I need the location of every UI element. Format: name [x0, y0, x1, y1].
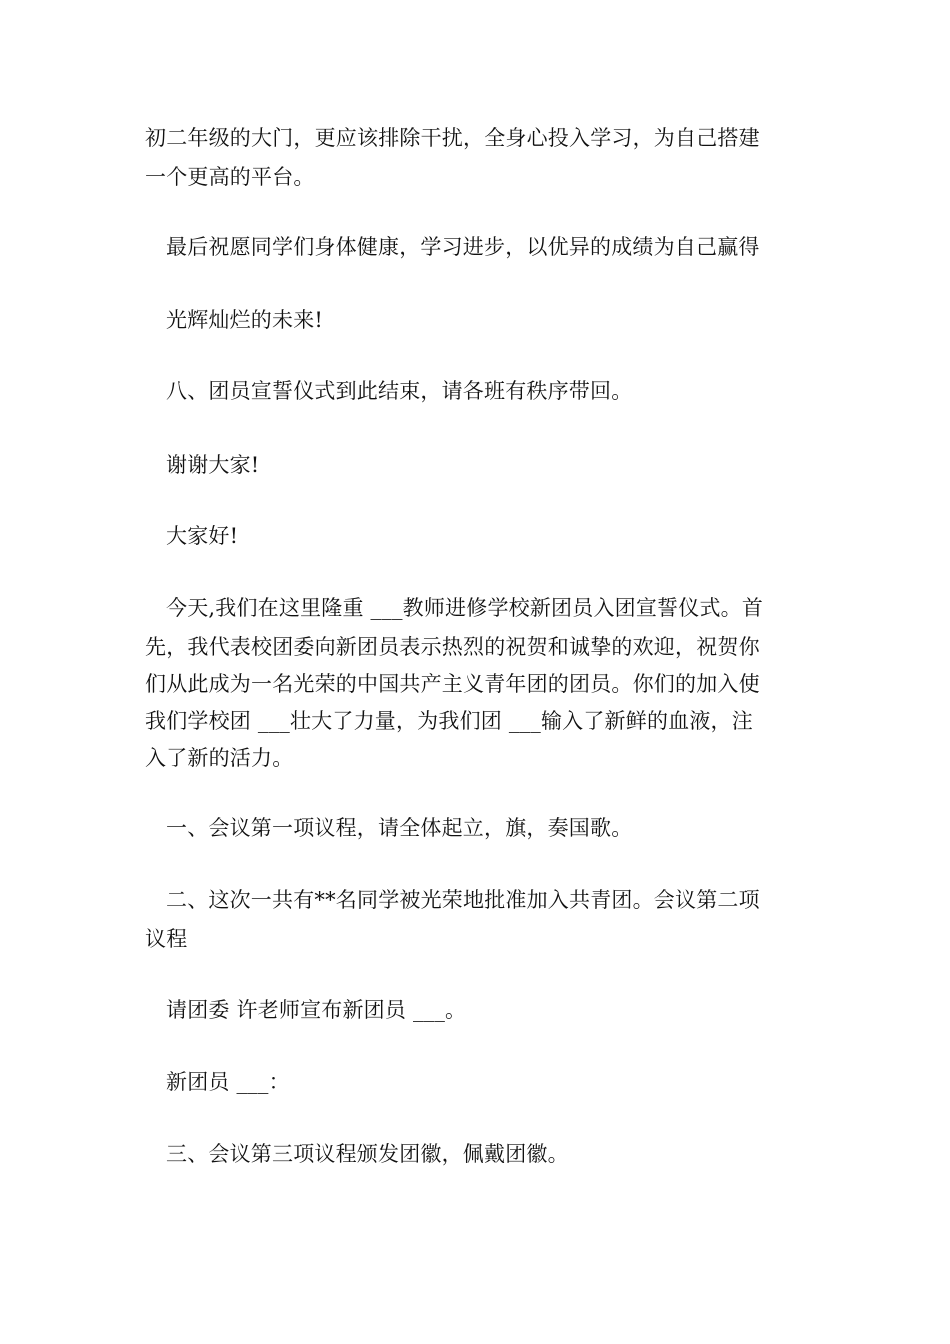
text-line-4: 光辉灿烂的未来! [166, 308, 324, 332]
text-line-1: 初二年级的大门，更应该排除干扰，全身心投入学习，为自己搭建 [145, 126, 760, 150]
text-line-2: 一个更高的平台。 [145, 165, 315, 189]
text-line-16: 请团委 许老师宣布新团员 ___。 [166, 998, 467, 1022]
text-line-15: 议程 [145, 927, 188, 951]
text-line-14: 二、这次一共有**名同学被光荣地批准加入共青团。会议第二项 [166, 888, 760, 912]
text-line-5: 八、团员宣誓仪式到此结束，请各班有秩序带回。 [166, 379, 633, 403]
text-line-18: 三、会议第三项议程颁发团徽，佩戴团徽。 [166, 1142, 569, 1166]
text-line-11: 我们学校团 ___壮大了力量，为我们团 ___输入了新鲜的血液，注 [145, 709, 753, 733]
text-line-12: 入了新的活力。 [145, 746, 294, 770]
text-line-6: 谢谢大家! [166, 453, 260, 477]
text-line-8: 今天,我们在这里隆重 ___教师进修学校新团员入团宣誓仪式。首 [166, 596, 764, 620]
text-line-3: 最后祝愿同学们身体健康，学习进步，以优异的成绩为自己赢得 [166, 235, 760, 259]
text-line-10: 们从此成为一名光荣的中国共产主义青年团的团员。你们的加入使 [145, 672, 760, 696]
text-line-9: 先，我代表校团委向新团员表示热烈的祝贺和诚挚的欢迎，祝贺你 [145, 635, 760, 659]
text-line-17: 新团员 ___： [166, 1070, 290, 1094]
text-line-13: 一、会议第一项议程，请全体起立，旗，奏国歌。 [166, 816, 633, 840]
text-line-7: 大家好! [166, 524, 239, 548]
